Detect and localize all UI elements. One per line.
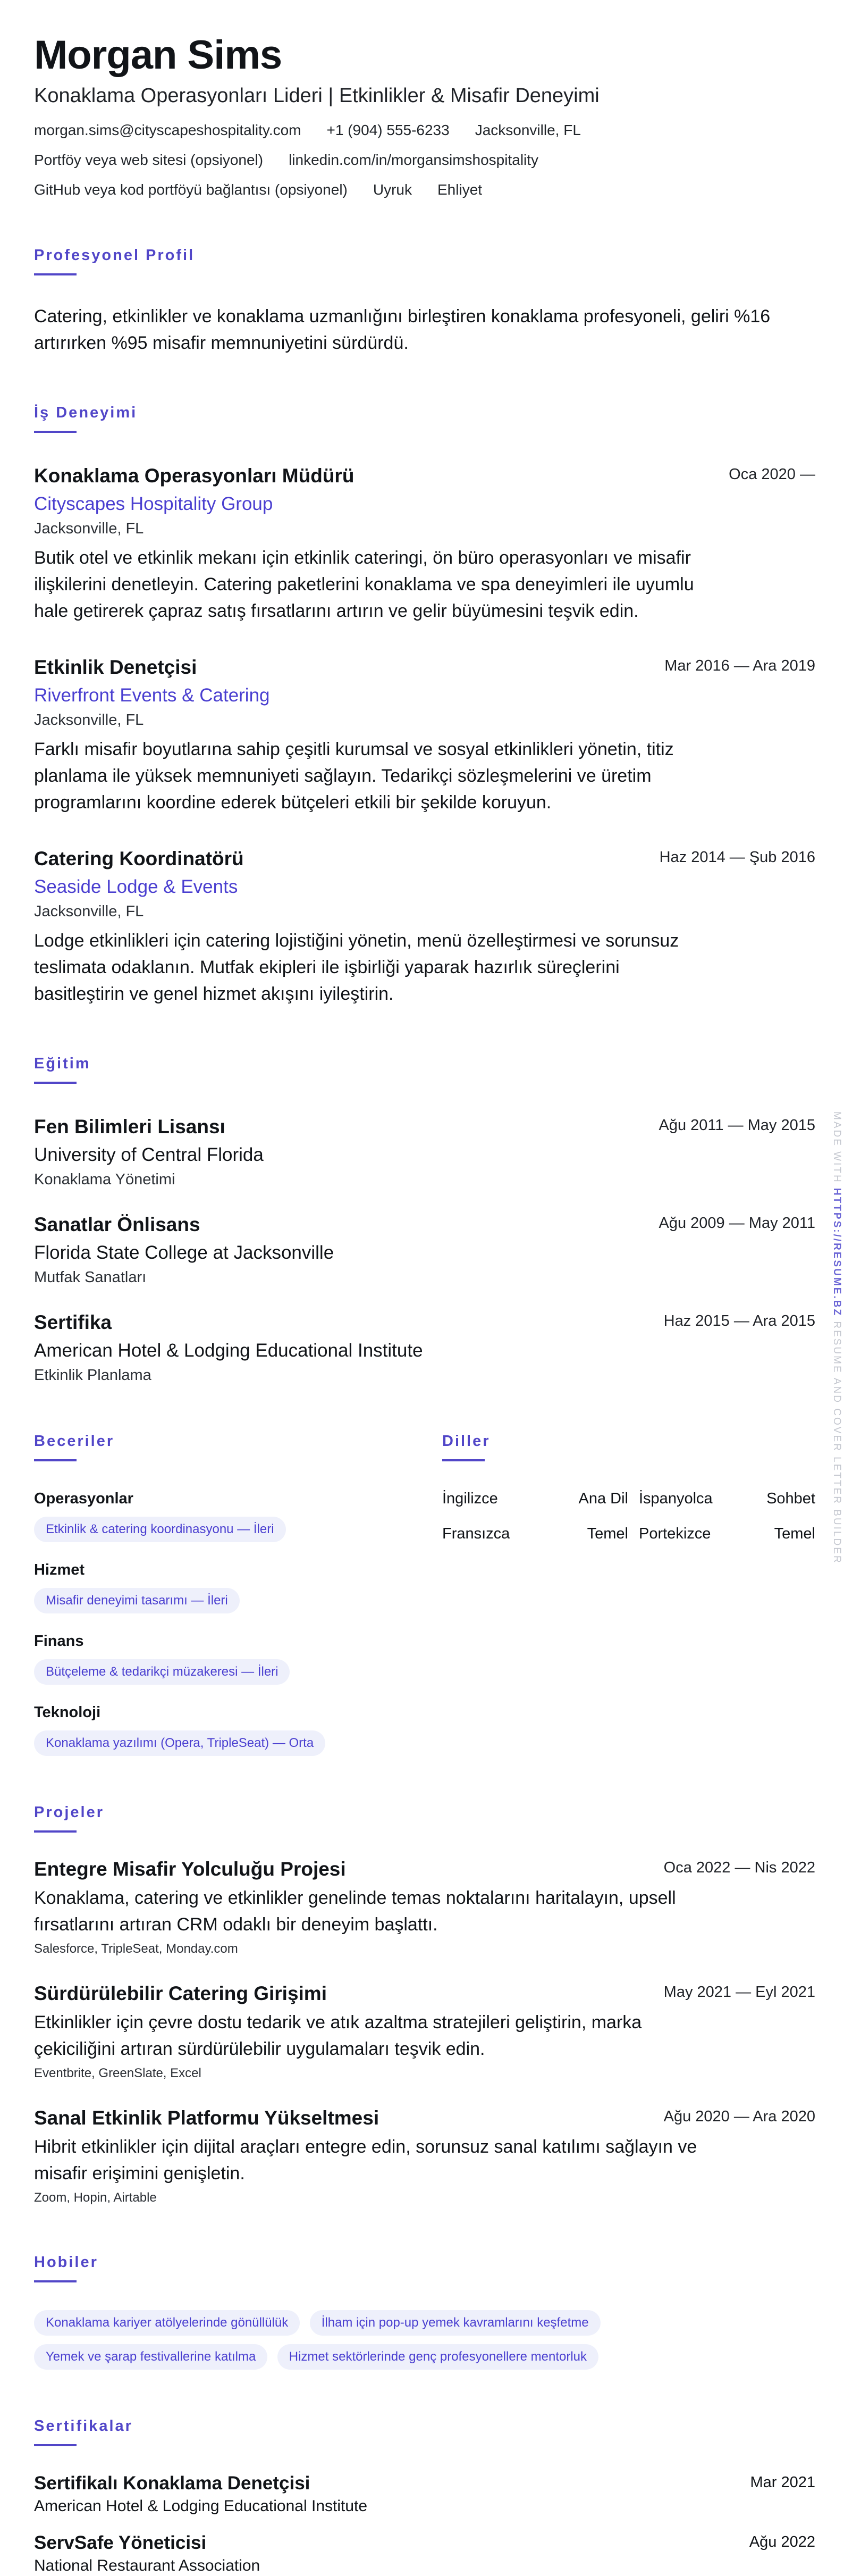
section-divider bbox=[34, 273, 77, 275]
builder-badge-text bbox=[831, 1111, 842, 1565]
language-level: Ana Dil bbox=[578, 1490, 628, 1507]
job-title: Konaklama Operasyonları Müdürü bbox=[34, 465, 355, 487]
project-description: Etkinlikler için çevre dostu tedarik ve atık azaltma stratejileri geliştirin, marka çekiciliğini artıran sürdürülebilir uygulamaları teşvik edin. bbox=[34, 2012, 642, 2059]
candidate-name: Morgan Sims bbox=[34, 32, 282, 78]
experience-entry bbox=[34, 655, 815, 816]
section-title: Diller bbox=[442, 1433, 491, 1450]
skill-category: Teknoloji bbox=[34, 1704, 101, 1721]
job-title: Etkinlik Denetçisi bbox=[34, 656, 197, 678]
education-entry bbox=[34, 1115, 815, 1189]
education-date: Ağu 2011 — May 2015 bbox=[659, 1117, 815, 1134]
job-description: Farklı misafir boyutlarına sahip çeşitli kurumsal ve sosyal etkinlikleri yönetin, titiz planlama ile yüksek memnuniyeti sağlayın. Tedarikçi sözleşmelerini ve üretim programlarını koordine ederek bütçeleri etkili bir şekilde koruyun. bbox=[34, 739, 674, 813]
institution-name: Florida State College at Jacksonville bbox=[34, 1242, 334, 1263]
section-title: Sertifikalar bbox=[34, 2418, 133, 2435]
certification-entry bbox=[34, 2472, 815, 2516]
project-tools: Salesforce, TripleSeat, Monday.com bbox=[34, 1942, 238, 1956]
section-title: İş Deneyimi bbox=[34, 404, 138, 421]
project-name: Sanal Etkinlik Platformu Yükseltmesi bbox=[34, 2107, 379, 2129]
field-of-study: Konaklama Yönetimi bbox=[34, 1171, 175, 1188]
job-location: Jacksonville, FL bbox=[34, 712, 144, 729]
field-of-study: Mutfak Sanatları bbox=[34, 1269, 147, 1286]
job-location: Jacksonville, FL bbox=[34, 903, 144, 920]
job-description: Butik otel ve etkinlik mekanı için etkinlik cateringi, ön büro operasyonları ve misafir ilişkilerini denetleyin. Catering paketlerini konaklama ve spa deneyimleri ile uyumlu hale getirerek çapraz satış fırsatlarını artırın ve gelir büyümesini teşvik edin. bbox=[34, 548, 694, 621]
experience-section bbox=[34, 403, 815, 1007]
skill-pill: Misafir deneyimi tasarımı — İleri bbox=[34, 1588, 240, 1613]
skills-section bbox=[34, 1432, 442, 1756]
hobby-pill: İlham için pop-up yemek kavramlarını keşfetme bbox=[310, 2310, 601, 2336]
experience-entry bbox=[34, 847, 815, 1007]
project-description: Konaklama, catering ve etkinlikler genelinde temas noktalarını haritalayın, upsell fırsatlarını artıran CRM odaklı bir deneyim başlattı. bbox=[34, 1888, 676, 1935]
language-name: İspanyolca bbox=[639, 1490, 713, 1507]
degree-title: Fen Bilimleri Lisansı bbox=[34, 1116, 225, 1138]
section-divider bbox=[34, 1830, 77, 1833]
phone-text: +1 (904) 555-6233 bbox=[326, 122, 450, 138]
languages-section bbox=[442, 1432, 815, 1756]
project-name: Entegre Misafir Yolculuğu Projesi bbox=[34, 1858, 346, 1880]
contact-row-2 bbox=[34, 151, 815, 169]
candidate-headline: Konaklama Operasyonları Lideri | Etkinlikler & Misafir Deneyimi bbox=[34, 85, 600, 107]
certification-name: Sertifikalı Konaklama Denetçisi bbox=[34, 2473, 310, 2494]
degree-title: Sanatlar Önlisans bbox=[34, 1214, 200, 1235]
certifications-section bbox=[34, 2416, 815, 2576]
section-title: Hobiler bbox=[34, 2254, 98, 2271]
badge-link[interactable]: HTTPS://RESUME.BZ bbox=[831, 1188, 842, 1317]
certification-entry bbox=[34, 2531, 815, 2576]
job-title: Catering Koordinatörü bbox=[34, 848, 244, 869]
badge-suffix: RESUME AND COVER LETTER BUILDER bbox=[831, 1321, 842, 1565]
education-entry bbox=[34, 1310, 815, 1385]
skill-category: Finans bbox=[34, 1633, 84, 1650]
field-of-study: Etkinlik Planlama bbox=[34, 1367, 151, 1384]
project-entry bbox=[34, 1857, 815, 1957]
job-date: Oca 2020 — bbox=[729, 466, 815, 483]
language-name: İngilizce bbox=[442, 1490, 498, 1507]
project-description: Hibrit etkinlikler için dijital araçları entegre edin, sorunsuz sanal katılımı sağlayın ve misafir erişimini genişletin. bbox=[34, 2137, 697, 2184]
degree-title: Sertifika bbox=[34, 1311, 112, 1333]
certification-name: ServSafe Yöneticisi bbox=[34, 2532, 207, 2553]
email-link[interactable]: morgan.sims@cityscapeshospitality.com bbox=[34, 122, 301, 138]
education-entry bbox=[34, 1212, 815, 1287]
education-date: Haz 2015 — Ara 2015 bbox=[663, 1312, 815, 1329]
language-name: Fransızca bbox=[442, 1525, 510, 1542]
education-section bbox=[34, 1054, 815, 1385]
section-title: Eğitim bbox=[34, 1055, 91, 1072]
company-name: Riverfront Events & Catering bbox=[34, 685, 270, 706]
project-tools: Eventbrite, GreenSlate, Excel bbox=[34, 2066, 201, 2080]
section-divider bbox=[34, 431, 77, 433]
certification-date: Ağu 2022 bbox=[749, 2533, 815, 2550]
section-divider bbox=[442, 1459, 485, 1461]
section-title: Profesyonel Profil bbox=[34, 247, 195, 264]
contact-row-1 bbox=[34, 121, 815, 139]
skill-pill: Konaklama yazılımı (Opera, TripleSeat) — Orta bbox=[34, 1730, 325, 1756]
language-level: Temel bbox=[587, 1525, 628, 1542]
job-location: Jacksonville, FL bbox=[34, 520, 144, 537]
badge-prefix: MADE WITH bbox=[831, 1111, 842, 1184]
project-date: Ağu 2020 — Ara 2020 bbox=[663, 2108, 815, 2125]
skill-category: Hizmet bbox=[34, 1561, 85, 1578]
languages-grid bbox=[442, 1489, 815, 1543]
section-divider bbox=[34, 2444, 77, 2446]
certification-issuer: National Restaurant Association bbox=[34, 2557, 260, 2574]
license-text: Ehliyet bbox=[437, 181, 483, 198]
hobby-pill: Yemek ve şarap festivallerine katılma bbox=[34, 2344, 267, 2370]
certification-issuer: American Hotel & Lodging Educational Institute bbox=[34, 2497, 368, 2515]
section-title: Beceriler bbox=[34, 1433, 115, 1450]
section-divider bbox=[34, 1082, 77, 1084]
certification-date: Mar 2021 bbox=[750, 2474, 815, 2491]
website-link[interactable]: Portföy veya web sitesi (opsiyonel) bbox=[34, 152, 264, 168]
institution-name: American Hotel & Lodging Educational Institute bbox=[34, 1340, 423, 1361]
project-tools: Zoom, Hopin, Airtable bbox=[34, 2190, 157, 2205]
skills-languages-row bbox=[34, 1432, 815, 1756]
section-divider bbox=[34, 2280, 77, 2282]
job-description: Lodge etkinlikleri için catering lojistiğini yönetin, menü özelleştirmesi ve sorunsuz teslimata odaklanın. Mutfak ekipleri ile işbirliği yaparak hazırlık süreçlerini basitleştirin ve genel hizmet akışını iyileştirin. bbox=[34, 931, 679, 1004]
hobby-pill: Hizmet sektörlerinde genç profesyonellere mentorluk bbox=[277, 2344, 598, 2370]
job-date: Mar 2016 — Ara 2019 bbox=[664, 657, 815, 674]
section-divider bbox=[34, 1459, 77, 1461]
hobbies-section bbox=[34, 2253, 815, 2370]
language-level: Temel bbox=[774, 1525, 815, 1542]
experience-entry bbox=[34, 464, 815, 624]
contact-row-3 bbox=[34, 181, 815, 199]
nationality-text: Uyruk bbox=[373, 181, 412, 198]
project-date: Oca 2022 — Nis 2022 bbox=[663, 1859, 815, 1876]
language-level: Sohbet bbox=[766, 1490, 815, 1507]
skill-category: Operasyonlar bbox=[34, 1490, 133, 1507]
projects-section bbox=[34, 1803, 815, 2206]
github-link[interactable]: GitHub veya kod portföyü bağlantısı (opsiyonel) bbox=[34, 181, 348, 198]
company-name: Cityscapes Hospitality Group bbox=[34, 494, 273, 514]
profile-section bbox=[34, 246, 815, 356]
skill-pill: Bütçeleme & tedarikçi müzakeresi — İleri bbox=[34, 1659, 290, 1685]
project-date: May 2021 — Eyl 2021 bbox=[663, 1984, 815, 2001]
section-title: Projeler bbox=[34, 1804, 104, 1821]
skill-pill: Etkinlik & catering koordinasyonu — İleri bbox=[34, 1517, 286, 1542]
institution-name: University of Central Florida bbox=[34, 1144, 264, 1165]
language-name: Portekizce bbox=[639, 1525, 711, 1542]
hobby-list bbox=[34, 2302, 725, 2370]
resume-content bbox=[34, 31, 815, 2576]
location-text: Jacksonville, FL bbox=[475, 122, 581, 138]
hobby-pill: Konaklama kariyer atölyelerinde gönüllülük bbox=[34, 2310, 300, 2336]
project-name: Sürdürülebilir Catering Girişimi bbox=[34, 1983, 327, 2004]
linkedin-link[interactable]: linkedin.com/in/morgansimshospitality bbox=[289, 152, 539, 168]
company-name: Seaside Lodge & Events bbox=[34, 876, 238, 897]
project-entry bbox=[34, 1981, 815, 2081]
project-entry bbox=[34, 2106, 815, 2206]
profile-summary: Catering, etkinlikler ve konaklama uzmanlığını birleştiren konaklama profesyoneli, geliri %16 artırırken %95 misafir memnuniyetini sürdürdü. bbox=[34, 306, 771, 353]
builder-badge bbox=[831, 1111, 844, 1565]
job-date: Haz 2014 — Şub 2016 bbox=[659, 849, 815, 866]
education-date: Ağu 2009 — May 2011 bbox=[659, 1215, 815, 1232]
